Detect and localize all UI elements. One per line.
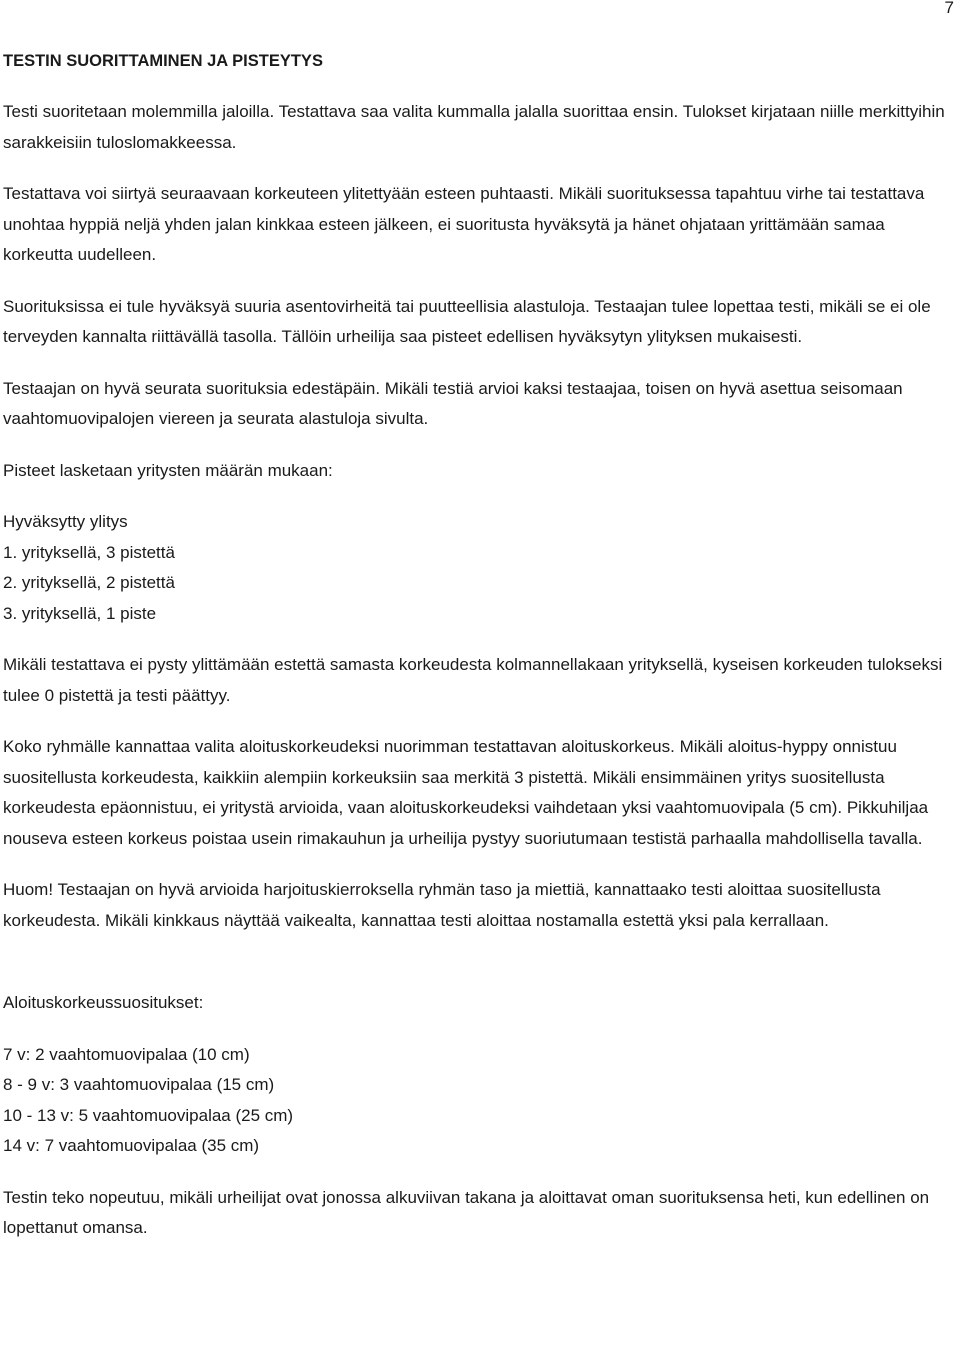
page-content xyxy=(3,46,955,1244)
paragraph-posture-errors: Suorituksissa ei tule hyväksyä suuria asentovirheitä tai puutteellisia alastuloja. Testaajan tulee lopettaa testi, mikäli se ei ole terveyden kannalta riittävällä tasolla. Tällöin urheilija saa pisteet edellisen hyväksytyn ylityksen mukaisesti. xyxy=(3,296,931,346)
scoring-list-title: Hyväksytty ylitys xyxy=(3,512,128,531)
scoring-list xyxy=(3,507,955,629)
paragraph-observation: Testaajan on hyvä seurata suorituksia edestäpäin. Mikäli testiä arvioi kaksi testaajaa, toisen on hyvä asettua seisomaan vaahtomuovipalojen viereen ja seurata alastuloja sivulta. xyxy=(3,378,903,428)
paragraph-queue: Testin teko nopeutuu, mikäli urheilijat ovat jonossa alkuviivan takana ja aloittavat oman suorituksensa heti, kun edellinen on lopettanut omansa. xyxy=(3,1187,930,1237)
paragraph-both-legs: Testi suoritetaan molemmilla jaloilla. Testattava saa valita kummalla jalalla suorittaa ensin. Tulokset kirjataan niille merkittyihin sarakkeisiin tuloslomakkeessa. xyxy=(3,102,945,152)
paragraph-next-height: Testattava voi siirtyä seuraavaan korkeuteen ylitettyään esteen puhtaasti. Mikäli suorituksessa tapahtuu virhe tai testattava unohtaa hyppiä neljä yhden jalan kinkkaa esteen jälkeen, ei suoritusta hyväksytä ja hänet ohjataan yrittämään samaa korkeutta uudelleen. xyxy=(3,184,925,264)
scoring-item: 3. yrityksellä, 1 piste xyxy=(3,603,157,623)
page-number: 7 xyxy=(944,0,954,17)
section-heading: TESTIN SUORITTAMINEN JA PISTEYTYS xyxy=(3,52,323,70)
start-heights-list xyxy=(3,1040,955,1162)
start-height-item: 10 - 13 v: 5 vaahtomuovipalaa (25 cm) xyxy=(3,1105,294,1125)
paragraph-zero-points: Mikäli testattava ei pysty ylittämään estettä samasta korkeudesta kolmannellakaan yrityksellä, kyseisen korkeuden tulokseksi tulee 0 pistettä ja testi päättyy. xyxy=(3,655,943,705)
start-height-item: 7 v: 2 vaahtomuovipalaa (10 cm) xyxy=(3,1044,250,1064)
scoring-item: 1. yrityksellä, 3 pistettä xyxy=(3,542,175,562)
start-height-item: 14 v: 7 vaahtomuovipalaa (35 cm) xyxy=(3,1136,260,1155)
paragraph-scoring-intro: Pisteet lasketaan yritysten määrän mukaan: xyxy=(3,460,333,480)
paragraph-start-height: Koko ryhmälle kannattaa valita aloituskorkeudeksi nuorimman testattavan aloituskorkeus. Mikäli aloitus-hyppy onnistuu suositellusta korkeudesta, kaikkiin alempiin korkeuksiin saa merkitä 3 pistettä. Mikäli ensimmäinen yritys suositellusta korkeudesta epäonnistuu, ei yritystä arvioida, vaan aloituskorkeudeksi vaihdetaan yksi vaahtomuovipala (5 cm). Pikkuhiljaa nouseva esteen korkeus poistaa usein rimakauhun ja urheilija pystyy suoriutumaan testistä parhaalla mahdollisella tavalla. xyxy=(3,737,929,848)
start-height-item: 8 - 9 v: 3 vaahtomuovipalaa (15 cm) xyxy=(3,1075,275,1094)
scoring-item: 2. yrityksellä, 2 pistettä xyxy=(3,573,175,592)
start-heights-title: Aloituskorkeussuositukset: xyxy=(3,993,204,1012)
paragraph-note: Huom! Testaajan on hyvä arvioida harjoituskierroksella ryhmän taso ja miettiä, kannattaako testi aloittaa suositellusta korkeudesta. Mikäli kinkkaus näyttää vaikealta, kannattaa testi aloittaa nostamalla estettä yksi pala kerrallaan. xyxy=(3,880,881,930)
